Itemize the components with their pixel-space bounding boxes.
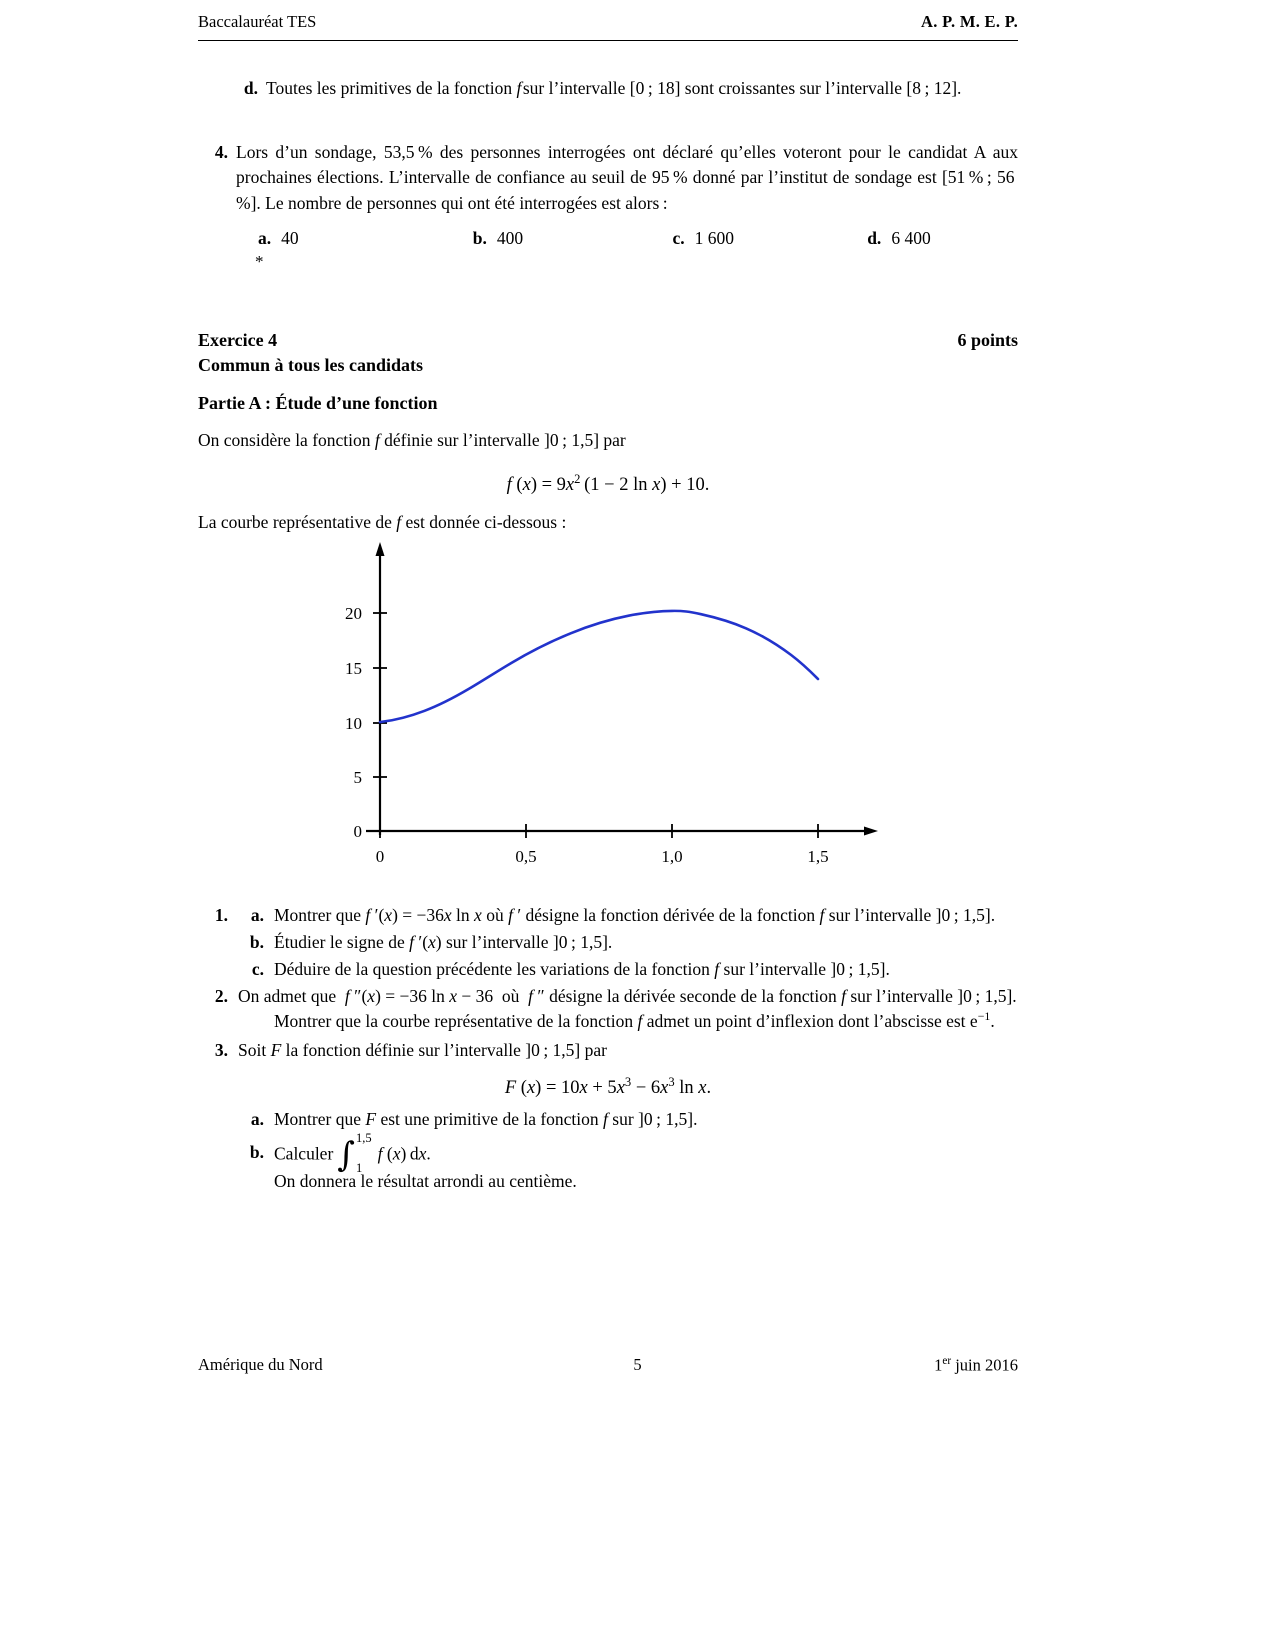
choice-c-value: 1 600 (694, 228, 734, 248)
footer-right: 1er juin 2016 (934, 1355, 1018, 1375)
question-4-label: 4. (214, 142, 228, 162)
choice-b[interactable] (413, 228, 628, 249)
question-1b (198, 932, 1018, 953)
question-3a-text: Montrer que F est une primitive de la fonction f sur ]0 ; 1,5]. (274, 1108, 698, 1129)
question-4 (198, 140, 1018, 216)
choice-b-value: 400 (496, 228, 524, 248)
integral-upper-limit: 1,5 (356, 1131, 372, 1146)
choice-d-key: d. (867, 228, 882, 248)
header-right-text: A. P. M. E. P. (921, 12, 1018, 31)
svg-text:0: 0 (353, 822, 362, 841)
question-1-number: 1. (214, 905, 228, 925)
question-3-number: 3. (214, 1039, 228, 1060)
question-3-text: Soit F la fonction définie sur l’intervalle ]0 ; 1,5] par (238, 1039, 607, 1060)
question-3d-label: d. (243, 78, 258, 98)
question-1c (198, 959, 1018, 980)
footer-left: Amérique du Nord (198, 1355, 323, 1374)
choice-c[interactable] (627, 228, 827, 249)
header-divider (198, 40, 1018, 41)
integrand: f (x) dx. (377, 1143, 431, 1164)
exercice-4-subtitle: Commun à tous les candidats (198, 355, 424, 375)
svg-text:1,0: 1,0 (661, 847, 683, 866)
header-left-text: Baccalauréat TES (198, 12, 317, 31)
question-2-number: 2. (214, 986, 228, 1006)
question-1a (198, 905, 1018, 926)
question-2-text-2: Montrer que la courbe représentative de la fonction f admet un point d’inflexion dont l’abscisse est $e^{-1}$. (274, 1009, 995, 1031)
svg-text:10: 10 (345, 714, 362, 733)
question-1a-text: Montrer que f ′(x) = −36x ln x où f ′ désigne la fonction dérivée de la fonction f sur l’intervalle ]0 ; 1,5]. (274, 905, 996, 925)
curve-intro-text: La courbe représentative de f est donnée ci-dessous : (198, 512, 567, 532)
partie-a-title: Partie A : Étude d’une fonction (198, 393, 438, 413)
question-1b-text: Étudier le signe de f ′(x) sur l’intervalle ]0 ; 1,5]. (274, 932, 613, 952)
svg-text:0: 0 (375, 847, 385, 866)
question-4-text: Lors d’un sondage, 53,5 % des personnes interrogées ont déclaré qu’elles voteront pour le candidat A aux prochaines élections. L’intervalle de confiance au seuil de 95 % donné par l’institut de sondage est [51 % ; 56 %]. Le nombre de personnes qui ont été interrogées est alors : (236, 142, 1018, 213)
question-3a (198, 1109, 1018, 1130)
svg-text:5: 5 (353, 768, 362, 787)
question-1b-key: b. (249, 932, 264, 952)
question-3 (198, 1040, 1018, 1061)
question-3b-verb: Calculer (274, 1143, 334, 1164)
question-3b-text: Calculer ∫ 1,5 1 f (x) dx. (274, 1131, 431, 1175)
choice-a-value: 40 (281, 228, 299, 248)
choice-c-key: c. (672, 228, 685, 248)
exercice-4-points: 6 points (957, 330, 1018, 350)
choice-b-key: b. (472, 228, 487, 248)
choice-d-value: 6 400 (891, 228, 931, 248)
function-definition-formula: f $(x) = 9x^2$ (1 − 2 ln x) + 10. (506, 472, 710, 496)
function-graph (330, 540, 900, 870)
svg-text:20: 20 (345, 604, 362, 623)
choice-a-key: a. (258, 228, 272, 248)
question-3b-note: On donnera le résultat arrondi au centième. (274, 1171, 577, 1192)
partie-a-intro: On considère la fonction f définie sur l’intervalle ]0 ; 1,5] par (198, 430, 626, 450)
question-3b (198, 1131, 1018, 1175)
svg-text:0,5: 0,5 (515, 847, 537, 866)
question-3b-key: b. (249, 1141, 264, 1162)
primitive-formula: F $(x) = 10x + 5x^3 - 6x^3$ ln x. (504, 1074, 712, 1098)
question-1c-text: Déduire de la question précédente les variations de la fonction f sur l’intervalle ]0 ; 1,5]. (274, 959, 890, 979)
exercice-4-heading (198, 330, 1018, 351)
footer-page-number: 5 (633, 1355, 642, 1374)
question-3d-text: Toutes les primitives de la fonction f sur l’intervalle [0 ; 18] sont croissantes sur l’intervalle [8 ; 12]. (266, 78, 962, 98)
partie-a-questions (198, 905, 1018, 1192)
integral-lower-limit: 1 (356, 1160, 363, 1175)
question-3a-key: a. (250, 1108, 264, 1129)
choice-d[interactable] (827, 228, 1018, 249)
question-2-text: On admet que f ″(x) = −36 ln x − 36 où f ″ désigne la dérivée seconde de la fonction f sur l’intervalle ]0 ; 1,5]. (238, 986, 1017, 1006)
question-2 (198, 986, 1018, 1007)
question-3d (198, 76, 1018, 101)
svg-text:15: 15 (345, 659, 362, 678)
svg-text:1,5: 1,5 (807, 847, 829, 866)
question-4-choices (198, 228, 1018, 249)
question-1c-key: c. (251, 959, 264, 979)
question-1a-key: a. (250, 905, 264, 925)
choice-a[interactable] (198, 228, 413, 249)
page-header (198, 12, 1018, 32)
asterisk-marker: * (255, 252, 264, 271)
exercice-4-title: Exercice 4 (198, 330, 278, 350)
